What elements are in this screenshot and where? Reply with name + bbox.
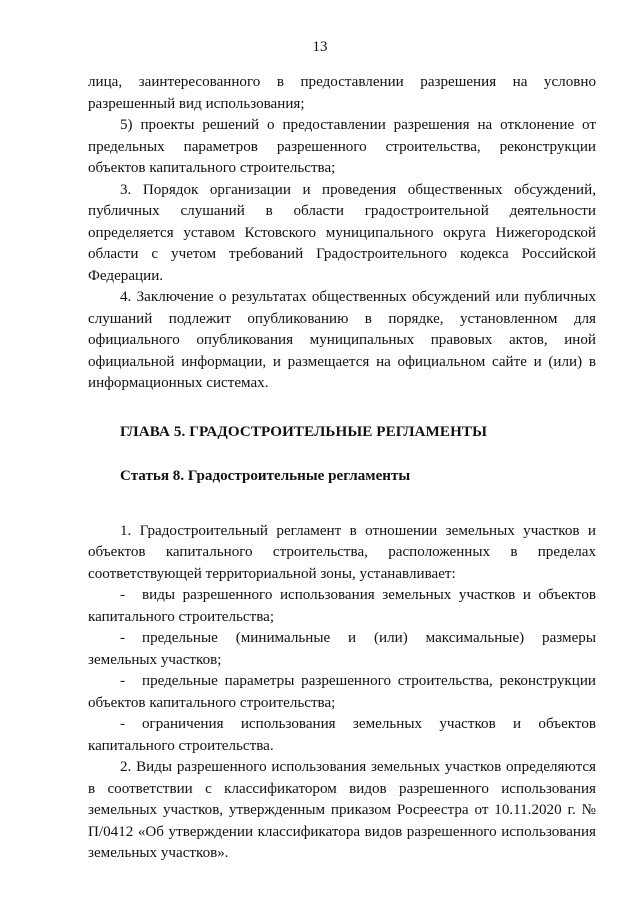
paragraph-item-5: 5) проекты решений о предоставлении разрешения на отклонение от предельных параметров разрешенного строительства, реконструкции объектов капитального строительства; xyxy=(88,117,596,176)
spacer xyxy=(88,488,596,521)
chapter-heading: ГЛАВА 5. ГРАДОСТРОИТЕЛЬНЫЕ РЕГЛАМЕНТЫ xyxy=(120,423,488,440)
list-item xyxy=(88,628,596,671)
list-item xyxy=(88,714,596,757)
list-item-text: предельные параметры разрешенного строительства, реконструкции объектов капитального строительства; xyxy=(88,673,596,711)
list-item-text: виды разрешенного использования земельных участков и объектов капитального строительства; xyxy=(88,587,596,625)
article-intro-paragraph: 1. Градостроительный регламент в отношении земельных участков и объектов капитального строительства, расположенных в пределах соответствующей территориальной зоны, устанавливает: xyxy=(88,522,596,582)
article-paragraph-2: 2. Виды разрешенного использования земельных участков определяются в соответствии с классификатором видов разрешенного использования земельных участков, утвержденным приказом Росреестра от 10.11.2020 г. № П/0412 «Об утверждении классификатора видов разрешенного использования земельных участков». xyxy=(88,759,596,861)
list-item-text: предельные (минимальные и (или) максимальные) размеры земельных участков; xyxy=(88,630,596,668)
list-item xyxy=(88,585,596,628)
page-content xyxy=(88,72,596,865)
list-dash: - xyxy=(120,630,126,646)
paragraph-4: 4. Заключение о результатах общественных обсуждений или публичных слушаний подлежит опубликованию в порядке, установленном для официального опубликования муниципальных правовых актов, иной официальной информации, и размещается на официальном сайте и (или) в информационных системах. xyxy=(88,289,596,391)
list-item-text: ограничения использования земельных участков и объектов капитального строительства. xyxy=(88,716,596,754)
list-item xyxy=(88,671,596,714)
list-dash: - xyxy=(120,587,126,603)
list-dash: - xyxy=(120,716,126,732)
article-heading: Статья 8. Градостроительные регламенты xyxy=(120,468,411,484)
paragraph-continuation: лица, заинтересованного в предоставлении разрешения на условно разрешенный вид использования; xyxy=(88,74,596,112)
paragraph-3: 3. Порядок организации и проведения общественных обсуждений, публичных слушаний в области градостроительной деятельности определяется уставом Кстовского муниципального округа Нижегородской области с учетом требований Градостроительного кодекса Российской Федерации. xyxy=(88,181,596,284)
page-number: 13 xyxy=(312,39,328,55)
list-dash: - xyxy=(120,673,126,689)
